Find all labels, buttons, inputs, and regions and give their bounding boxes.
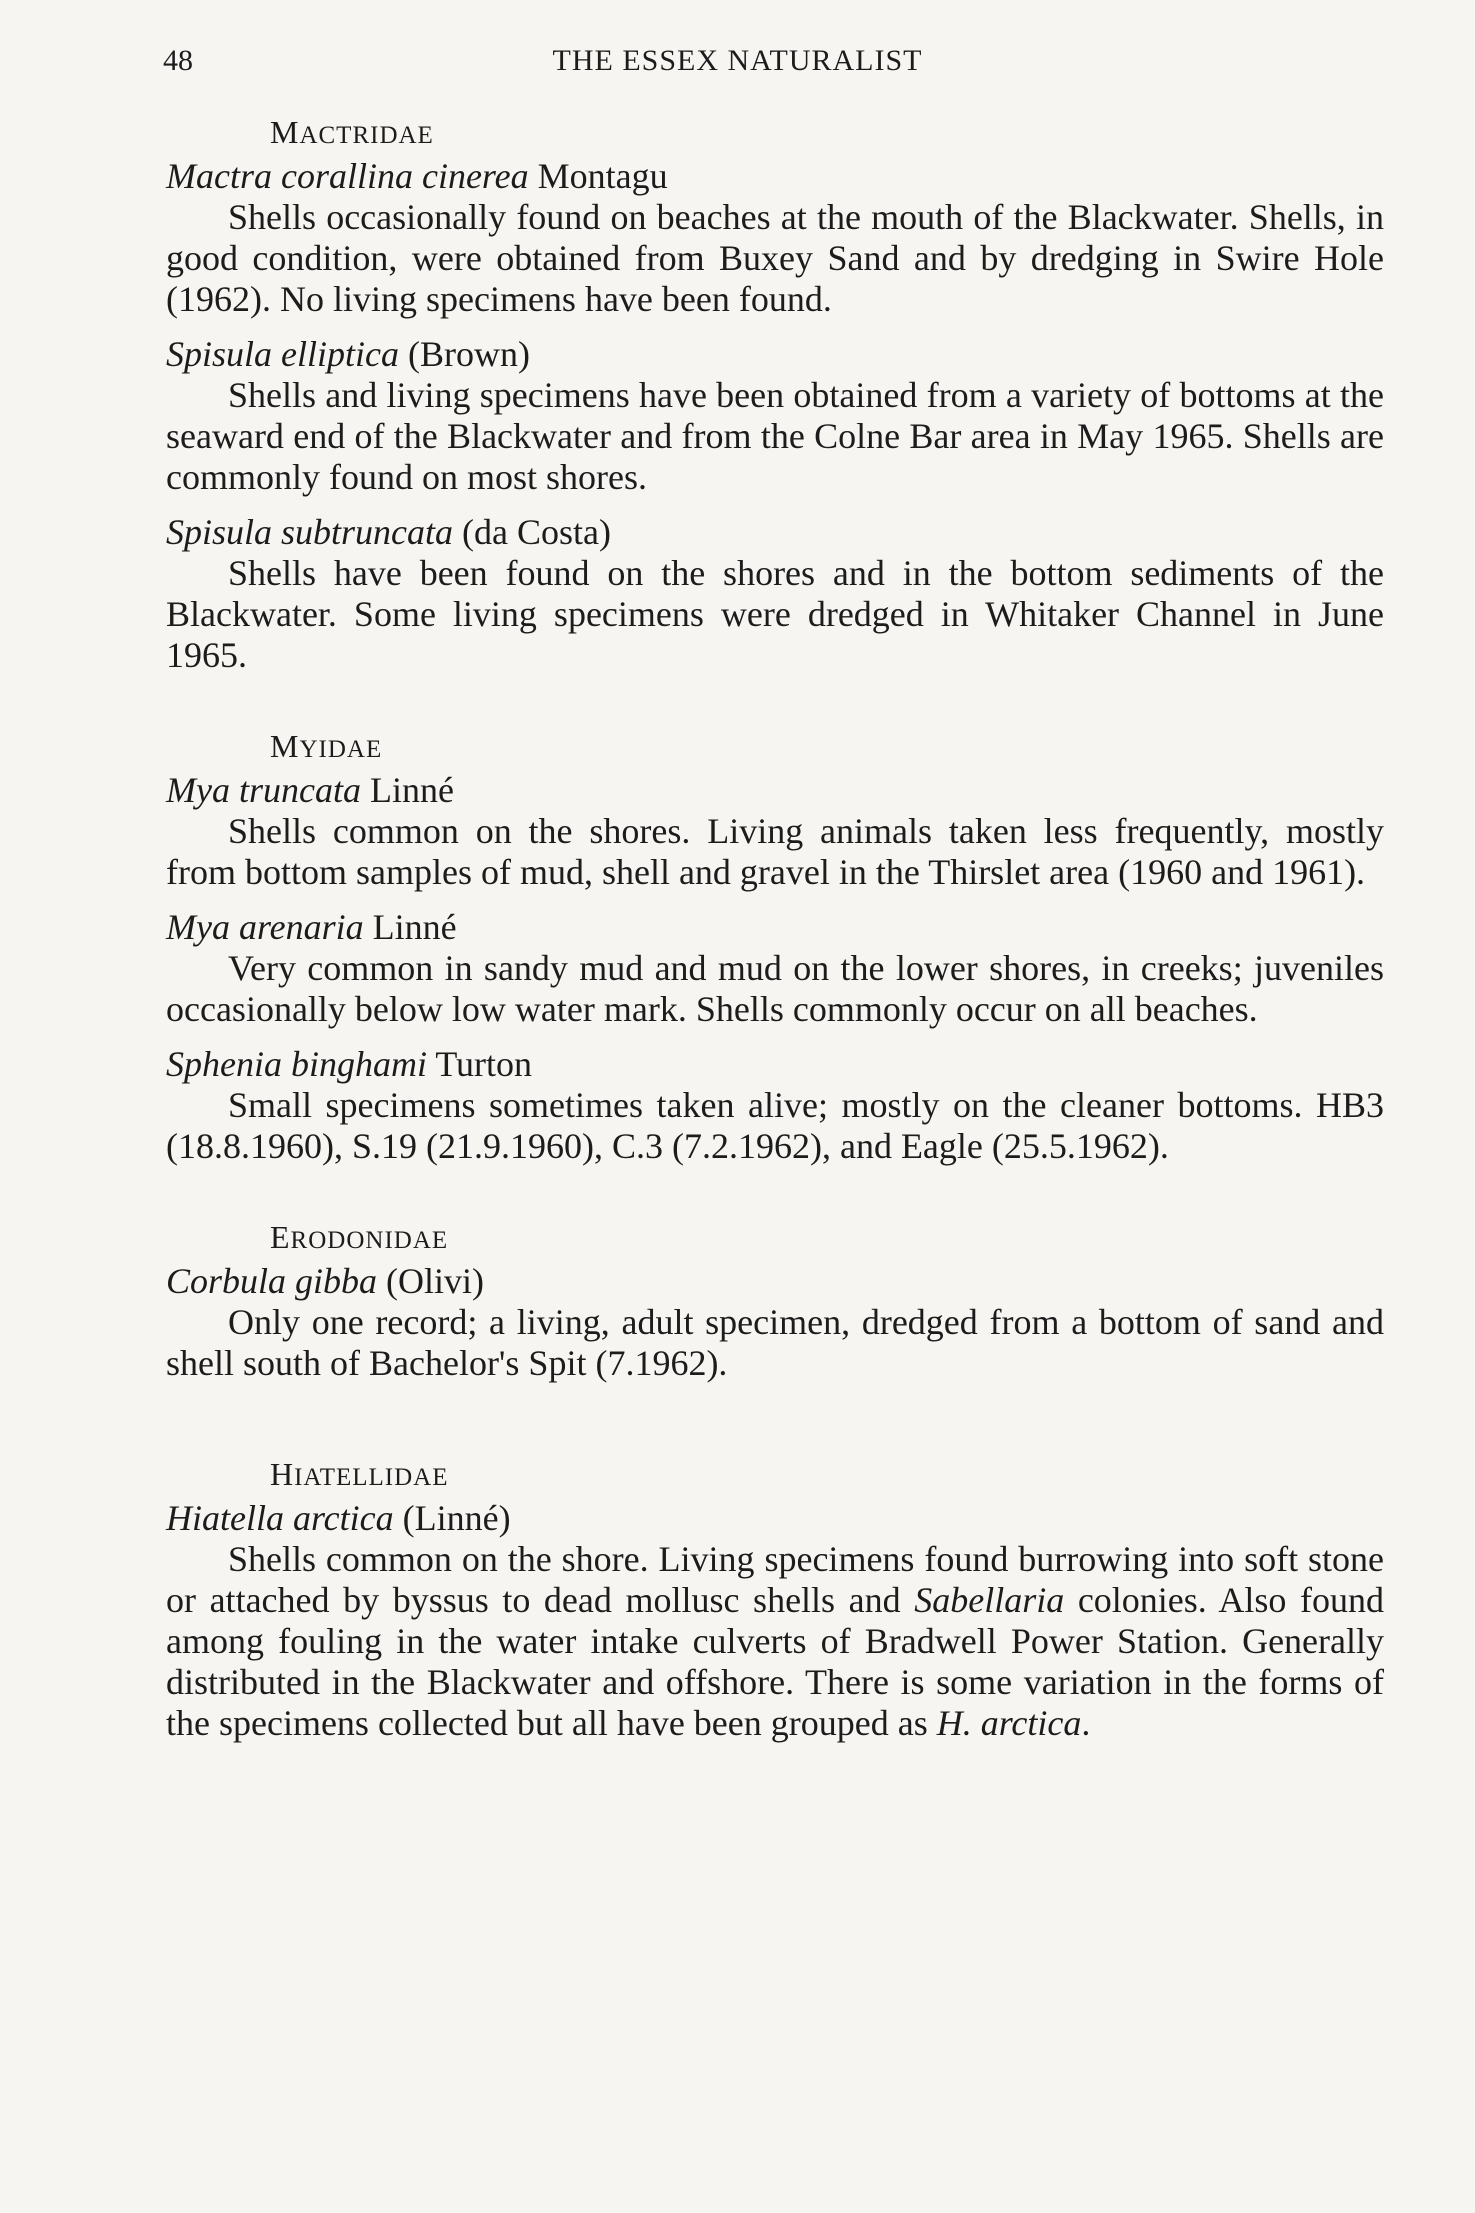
species-description: Shells occasionally found on beaches at the mouth of the Blackwater. Shells, in good condition, were obtained from Buxey Sand and by dredging in Swire Hole (1962). No living specimens have been found. [166, 197, 1384, 319]
family-heading-mactridae: MACTRIDAE [270, 114, 434, 150]
species-name: Mya truncata Linné [166, 770, 454, 810]
species-description: Very common in sandy mud and mud on the lower shores, in creeks; juveniles occasionally below low water mark. Shells commonly occur on all beaches. [166, 948, 1384, 1029]
species-description: Small specimens sometimes taken alive; mostly on the cleaner bottoms. HB3 (18.8.1960), S.19 (21.9.1960), C.3 (7.2.1962), and Eagle (25.5.1962). [166, 1085, 1384, 1166]
page-body [166, 112, 1384, 1744]
species-name: Corbula gibba (Olivi) [166, 1261, 485, 1301]
species-name: Spisula subtruncata (da Costa) [166, 512, 611, 552]
family-heading-hiatellidae: HIATELLIDAE [270, 1456, 449, 1492]
family-heading-erodonidae: ERODONIDAE [270, 1219, 449, 1255]
species-name: Sphenia binghami Turton [166, 1044, 533, 1084]
species-name: Hiatella arctica (Linné) [166, 1498, 511, 1538]
page-number: 48 [163, 44, 193, 77]
species-description: Shells common on the shore. Living specimens found burrowing into soft stone or attached by byssus to dead mollusc shells and Sabellaria colonies. Also found among fouling in the water intake culverts of Bradwell Power Station. Generally distributed in the Blackwater and offshore. There is some variation in the forms of the specimens collected but all have been grouped as H. arctica. [166, 1539, 1385, 1743]
species-description: Shells have been found on the shores and in the bottom sediments of the Blackwater. Some living specimens were dredged in Whitaker Channel in June 1965. [166, 553, 1384, 675]
species-description: Only one record; a living, adult specimen, dredged from a bottom of sand and shell south of Bachelor's Spit (7.1962). [166, 1302, 1384, 1383]
page-header [0, 44, 1475, 84]
species-description: Shells common on the shores. Living animals taken less frequently, mostly from bottom samples of mud, shell and gravel in the Thirslet area (1960 and 1961). [166, 811, 1384, 892]
running-head: THE ESSEX NATURALIST [552, 44, 923, 77]
species-name: Mactra corallina cinerea Montagu [166, 156, 668, 196]
species-name: Spisula elliptica (Brown) [166, 334, 530, 374]
species-name: Mya arenaria Linné [166, 907, 457, 947]
family-heading-myidae: MYIDAE [270, 728, 383, 764]
species-description: Shells and living specimens have been obtained from a variety of bottoms at the seaward end of the Blackwater and from the Colne Bar area in May 1965. Shells are commonly found on most shores. [166, 375, 1384, 497]
